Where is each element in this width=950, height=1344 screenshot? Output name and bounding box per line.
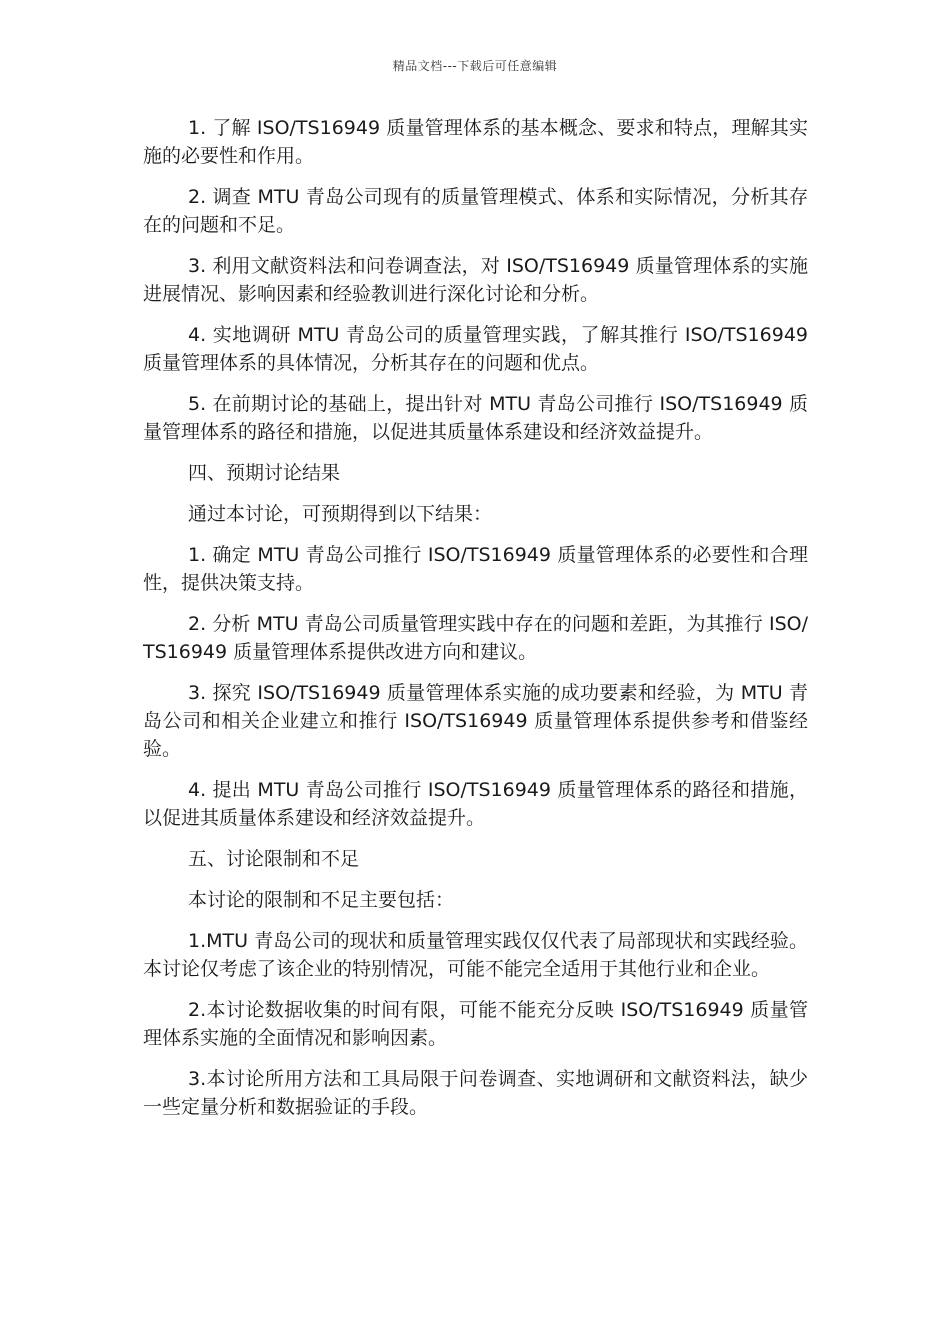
section-heading-limitations: 五、讨论限制和不足 <box>188 848 360 870</box>
limitation-item-2: 2.本讨论数据收集的时间有限，可能不能充分反映 ISO/TS16949 质量管理体系实施的全面情况和影响因素。 <box>143 999 808 1049</box>
page-header: 精品文档---下载后可任意编辑 <box>392 59 558 73</box>
section-heading-expected-results: 四、预期讨论结果 <box>188 462 341 484</box>
limitation-item-1: 1.MTU 青岛公司的现状和质量管理实践仅仅代表了局部现状和实践经验。本讨论仅考虑了该企业的特别情况，可能不能完全适用于其他行业和企业。 <box>143 930 808 980</box>
expected-result-item-4: 4. 提出 MTU 青岛公司推行 ISO/TS16949 质量管理体系的路径和措施，以促进其质量体系建设和经济效益提升。 <box>143 779 808 829</box>
objective-item-4: 4. 实地调研 MTU 青岛公司的质量管理实践，了解其推行 ISO/TS16949 质量管理体系的具体情况，分析其存在的问题和优点。 <box>143 324 808 374</box>
objective-item-1: 1. 了解 ISO/TS16949 质量管理体系的基本概念、要求和特点，理解其实施的必要性和作用。 <box>143 117 808 167</box>
document-body <box>143 114 808 1134</box>
objective-item-5: 5. 在前期讨论的基础上，提出针对 MTU 青岛公司推行 ISO/TS16949 质量管理体系的路径和措施，以促进其质量体系建设和经济效益提升。 <box>143 393 808 443</box>
expected-result-item-1: 1. 确定 MTU 青岛公司推行 ISO/TS16949 质量管理体系的必要性和合理性，提供决策支持。 <box>143 544 808 594</box>
limitation-item-3: 3.本讨论所用方法和工具局限于问卷调查、实地调研和文献资料法，缺少一些定量分析和数据验证的手段。 <box>143 1068 808 1118</box>
limitations-intro: 本讨论的限制和不足主要包括： <box>188 889 455 911</box>
objective-item-2: 2. 调查 MTU 青岛公司现有的质量管理模式、体系和实际情况，分析其存在的问题和不足。 <box>143 186 808 236</box>
expected-result-item-3: 3. 探究 ISO/TS16949 质量管理体系实施的成功要素和经验，为 MTU 青岛公司和相关企业建立和推行 ISO/TS16949 质量管理体系提供参考和借鉴经验。 <box>143 682 808 760</box>
expected-result-item-2: 2. 分析 MTU 青岛公司质量管理实践中存在的问题和差距，为其推行 ISO/TS16949 质量管理体系提供改进方向和建议。 <box>143 613 808 663</box>
expected-results-intro: 通过本讨论，可预期得到以下结果： <box>188 503 493 525</box>
objective-item-3: 3. 利用文献资料法和问卷调查法，对 ISO/TS16949 质量管理体系的实施进展情况、影响因素和经验教训进行深化讨论和分析。 <box>143 255 808 305</box>
